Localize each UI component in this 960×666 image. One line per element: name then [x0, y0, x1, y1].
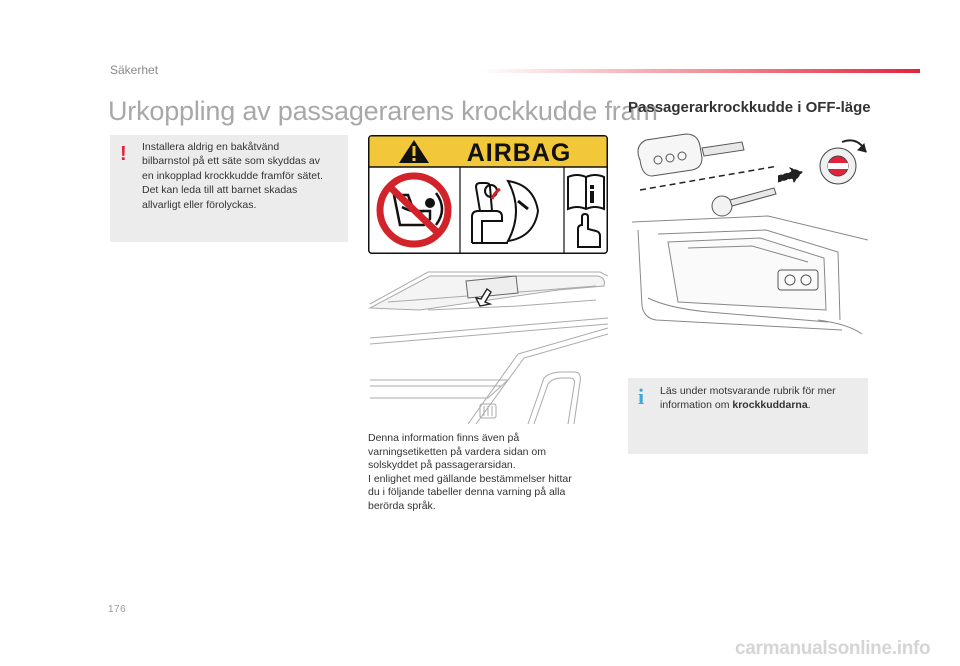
info-text — [660, 384, 860, 412]
info-line: Läs under motsvarande rubrik för mer — [660, 385, 836, 397]
body-line: berörda språk. — [368, 499, 436, 512]
warning-text — [142, 140, 342, 212]
airbag-warning-label — [368, 135, 608, 254]
body-text — [368, 432, 608, 514]
info-line — [660, 398, 860, 412]
warning-line: Det kan leda till att barnet skadas — [142, 184, 298, 197]
spare-key-icon — [712, 188, 776, 216]
page-number: 176 — [108, 604, 127, 615]
warning-box — [110, 135, 348, 242]
sun-visor-illustration — [368, 268, 608, 424]
warning-line: en inkopplad krockkudde framför sätet. — [142, 169, 323, 182]
info-icon: i — [638, 384, 645, 409]
remote-key-icon — [638, 134, 744, 176]
info-link-term: krockkuddarna — [732, 399, 808, 411]
header-rule — [480, 69, 920, 73]
airbag-label-text: AIRBAG — [466, 139, 572, 167]
subsection-title: Passagerarkrockkudde i OFF-läge — [628, 99, 871, 116]
body-line: I enlighet med gällande bestämmelser hittar — [368, 472, 572, 485]
watermark: carmanualsonline.info — [735, 638, 931, 659]
body-line: Denna information finns även på — [368, 432, 520, 444]
body-line: varningsetiketten på vardera sidan om — [368, 445, 547, 458]
info-line-post: . — [807, 399, 811, 411]
warning-line: allvarligt eller förolyckas. — [142, 198, 257, 211]
body-line: du i följande tabeller denna varning på alla — [368, 486, 566, 499]
warning-line: bilbarnstol på ett säte som skyddas av — [142, 155, 321, 168]
body-line: solskyddet på passagerarsidan. — [368, 459, 516, 472]
warning-icon: ! — [120, 143, 127, 165]
airbag-switch-icon — [820, 140, 866, 184]
warning-line: Installera aldrig en bakåtvänd — [142, 141, 280, 153]
info-line-pre: information om — [660, 399, 733, 411]
section-label: Säkerhet — [110, 63, 159, 77]
page-title: Urkoppling av passagerarens krockkudde fram — [108, 96, 658, 126]
info-box — [628, 378, 868, 454]
no-rear-facing-seat-icon — [380, 176, 448, 244]
key-switch-illustration — [628, 130, 868, 335]
